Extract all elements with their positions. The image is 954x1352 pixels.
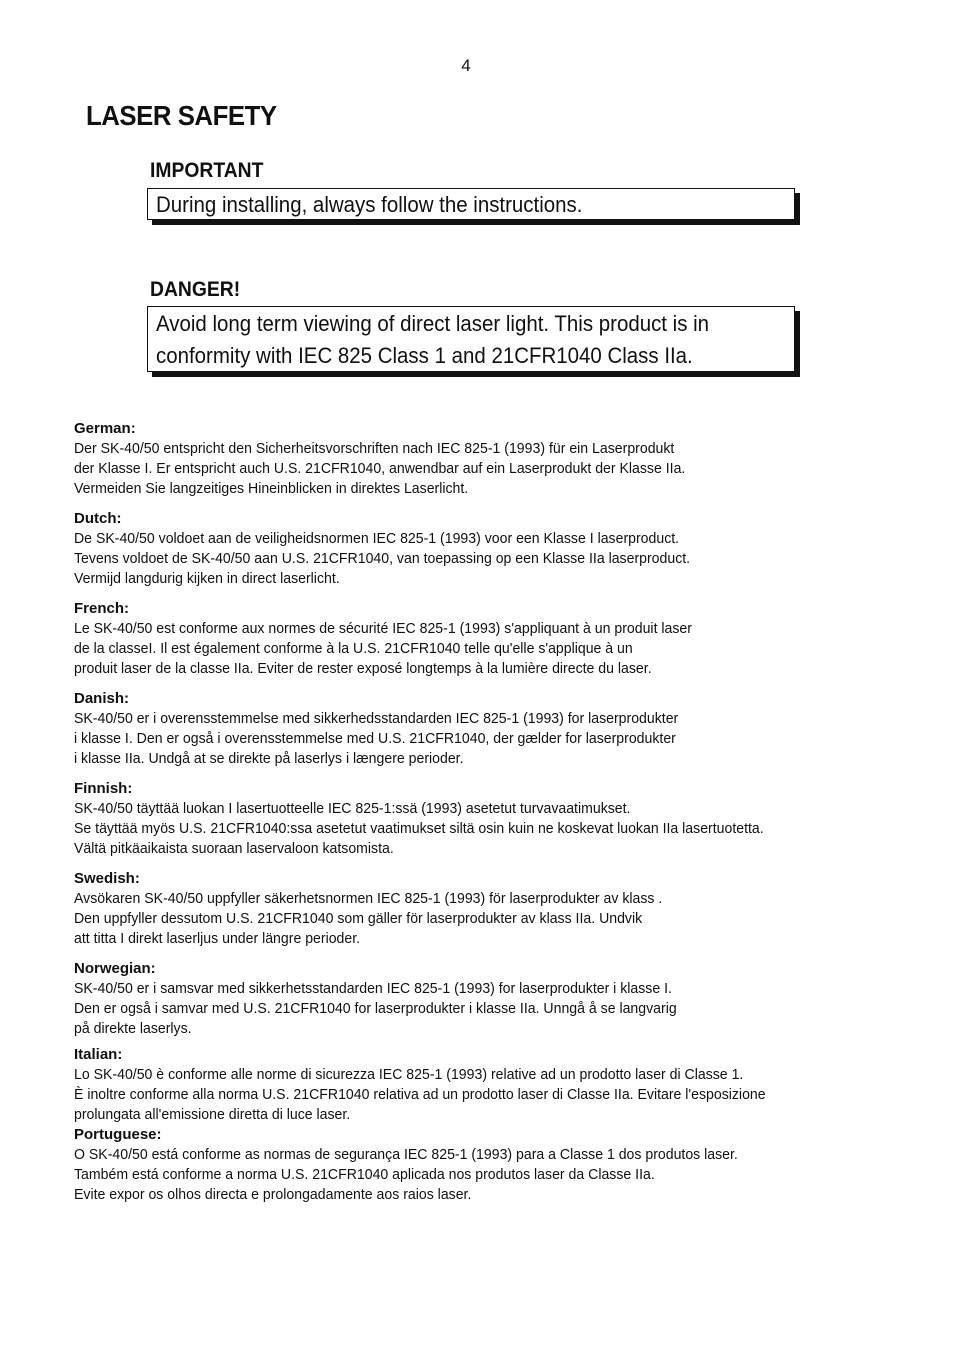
- language-text-line: på direkte laserlys.: [74, 1020, 192, 1037]
- language-text-line: Tevens voldoet de SK-40/50 aan U.S. 21CFR1040, van toepassing op een Klasse IIa laserproduct.: [74, 550, 691, 567]
- page-title: LASER SAFETY: [86, 100, 277, 131]
- page-number: 4: [461, 56, 471, 75]
- language-text-line: Den uppfyller dessutom U.S. 21CFR1040 som gäller för laserprodukter av klass IIa. Undvik: [74, 910, 643, 927]
- danger-notice-line: conformity with IEC 825 Class 1 and 21CFR1040 Class IIa.: [156, 343, 693, 368]
- language-section-italian: [74, 1045, 934, 1125]
- language-text-line: Vermeiden Sie langzeitiges Hineinblicken in direktes Laserlicht.: [74, 480, 469, 497]
- language-text-line: SK-40/50 täyttää luokan I lasertuotteelle IEC 825-1:ssä (1993) asetetut turvavaatimukset.: [74, 800, 631, 817]
- danger-notice-line: Avoid long term viewing of direct laser light. This product is in: [156, 311, 710, 336]
- language-section-portuguese: [74, 1125, 934, 1205]
- language-translations: [74, 419, 934, 1205]
- language-section-swedish: [74, 869, 934, 949]
- language-text-line: Evite expor os olhos directa e prolongadamente aos raios laser.: [74, 1186, 472, 1203]
- language-section-danish: [74, 689, 934, 769]
- language-text-line: i klasse I. Den er også i overensstemmelse med U.S. 21CFR1040, der gælder for laserprodukter: [74, 730, 676, 747]
- language-text-line: Lo SK-40/50 è conforme alle norme di sicurezza IEC 825-1 (1993) relative ad un prodotto laser di Classe 1.: [74, 1066, 744, 1083]
- important-notice-text: During installing, always follow the instructions.: [156, 192, 583, 217]
- language-text-line: SK-40/50 er i overensstemmelse med sikkerhedsstandarden IEC 825-1 (1993) for laserprodukter: [74, 710, 679, 727]
- language-section-french: [74, 599, 934, 679]
- language-text-line: Também está conforme a norma U.S. 21CFR1040 aplicada nos produtos laser da Classe IIa.: [74, 1166, 655, 1183]
- language-name: Dutch:: [74, 510, 122, 527]
- language-text-line: De SK-40/50 voldoet aan de veiligheidsnormen IEC 825-1 (1993) voor een Klasse I laserproduct.: [74, 530, 680, 547]
- language-name: Danish:: [74, 690, 130, 707]
- language-text-line: Den er også i samvar med U.S. 21CFR1040 for laserprodukter i klasse IIa. Unngå å se langvarig: [74, 1000, 677, 1017]
- language-text-line: der Klasse I. Er entspricht auch U.S. 21CFR1040, anwendbar auf ein Laserprodukt der Klasse IIa.: [74, 460, 686, 477]
- language-text-line: Vältä pitkäaikaista suoraan laservaloon katsomista.: [74, 840, 394, 857]
- language-section-german: [74, 419, 934, 499]
- language-name: French:: [74, 600, 130, 617]
- language-text-line: È inoltre conforme alla norma U.S. 21CFR1040 relativa ad un prodotto laser di Classe IIa. Evitare l'esposizione: [74, 1086, 766, 1103]
- language-section-finnish: [74, 779, 934, 859]
- language-name: Portuguese:: [74, 1126, 162, 1143]
- language-section-norwegian: [74, 959, 934, 1039]
- language-name: Swedish:: [74, 870, 140, 887]
- important-heading: IMPORTANT: [150, 159, 264, 182]
- danger-notice-box: [147, 306, 795, 372]
- language-name: German:: [74, 420, 136, 437]
- language-text-line: Se täyttää myös U.S. 21CFR1040:ssa asetetut vaatimukset siltä osin kuin ne koskevat luokan IIa lasertuotetta.: [74, 820, 764, 837]
- language-text-line: Le SK-40/50 est conforme aux normes de sécurité IEC 825-1 (1993) s'appliquant à un produit laser: [74, 620, 692, 637]
- language-section-dutch: [74, 509, 934, 589]
- language-text-line: O SK-40/50 está conforme as normas de segurança IEC 825-1 (1993) para a Classe 1 dos produtos laser.: [74, 1146, 738, 1163]
- language-text-line: Der SK-40/50 entspricht den Sicherheitsvorschriften nach IEC 825-1 (1993) für ein Laserprodukt: [74, 440, 675, 457]
- language-text-line: prolungata all'emissione diretta di luce laser.: [74, 1106, 351, 1123]
- language-text-line: de la classeI. Il est également conforme à la U.S. 21CFR1040 telle qu'elle s'applique à un: [74, 640, 633, 657]
- language-name: Finnish:: [74, 780, 133, 797]
- danger-heading: DANGER!: [150, 278, 241, 301]
- language-text-line: SK-40/50 er i samsvar med sikkerhetsstandarden IEC 825-1 (1993) for laserprodukter i klasse I.: [74, 980, 672, 997]
- language-name: Norwegian:: [74, 960, 156, 977]
- language-text-line: produit laser de la classe IIa. Eviter de rester exposé longtemps à la lumière directe du laser.: [74, 660, 652, 677]
- important-notice-box: [147, 188, 795, 220]
- language-name: Italian:: [74, 1046, 123, 1063]
- language-text-line: i klasse IIa. Undgå at se direkte på laserlys i længere perioder.: [74, 750, 464, 767]
- language-text-line: att titta I direkt laserljus under längre perioder.: [74, 930, 361, 947]
- language-text-line: Vermijd langdurig kijken in direct laserlicht.: [74, 570, 340, 587]
- language-text-line: Avsökaren SK-40/50 uppfyller säkerhetsnormen IEC 825-1 (1993) för laserprodukter av klass .: [74, 890, 663, 907]
